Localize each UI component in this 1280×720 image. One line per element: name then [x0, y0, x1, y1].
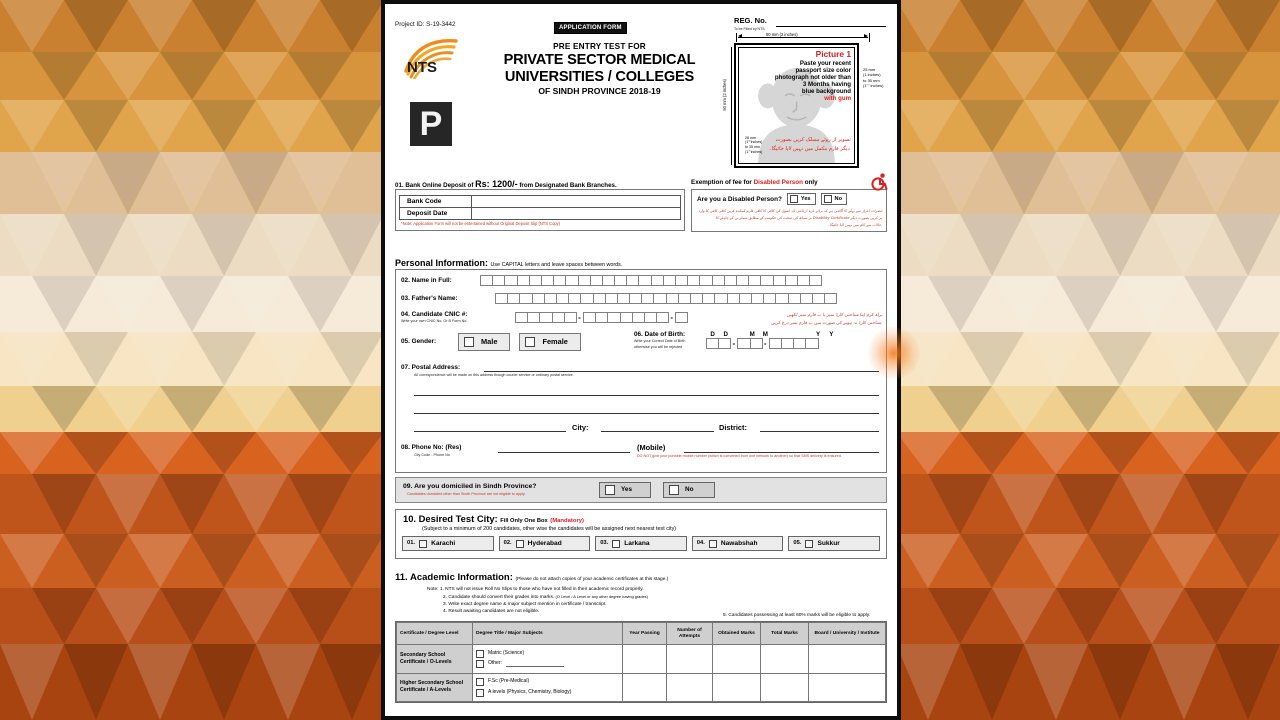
cnic-input-boxes[interactable]: [515, 312, 687, 323]
bank-note: *Note: Application Form will not be entertained without Original Deposit Slip (NTS Copy): [401, 221, 561, 227]
degree-other-input[interactable]: [506, 661, 564, 667]
degree-checkbox[interactable]: [476, 660, 484, 668]
picture-height-caption: 50 mm (2 inches): [722, 79, 727, 111]
inner-dim-line-3: to 35 mm: [745, 145, 760, 150]
nts-logo: [404, 37, 470, 79]
name-field-row: [401, 275, 821, 286]
cnic-urdu-note: [761, 312, 883, 328]
degree-option[interactable]: [476, 650, 619, 658]
dob-letter-hints: [706, 331, 838, 338]
personal-heading-sub: Use CAPITAL letters and leave spaces between words.: [490, 262, 623, 268]
degree-option[interactable]: [476, 660, 619, 668]
disabled-yes-checkbox[interactable]: [790, 195, 798, 203]
domicile-section: [395, 477, 887, 503]
test-city-heading: [403, 514, 584, 525]
academic-table: [395, 621, 887, 703]
dob-field-row: [634, 331, 838, 351]
test-city-checkbox[interactable]: [805, 540, 813, 548]
domicile-no-option[interactable]: [663, 482, 715, 498]
address-line-4[interactable]: [414, 431, 566, 432]
test-city-option-sukkur[interactable]: [788, 536, 880, 551]
father-name-label: 03. Father's Name:: [401, 294, 458, 302]
picture-urdu-line-1: تصویر از روئے مسلک کریں بصورت: [775, 137, 851, 144]
cnic-urdu-line-2: شناختی کارڈ نہ ہونے کی صورت میں ب فارم نمبر درج کریں: [770, 320, 882, 326]
academic-note-1: 1. NTS will not issue Roll No Slips to those who have not filled in their academic record properly.: [439, 587, 644, 592]
paper-code-badge: P: [410, 102, 452, 146]
col-total-marks: Total Marks: [761, 623, 809, 645]
table-header-row: [397, 623, 886, 645]
disabled-urdu-line-3: حالات سے کام میں نہیں لایا جائیگا۔: [827, 222, 882, 227]
phone-res-input-line[interactable]: [498, 452, 630, 453]
bank-amount: Rs: 1200/-: [475, 179, 518, 189]
photo-paste-box[interactable]: [734, 43, 859, 168]
cnic-field-row: [401, 311, 687, 325]
bank-deposit-section: [395, 179, 685, 231]
cnic-sub: Write your own CNIC No. Or B Form No.: [401, 318, 468, 323]
gender-female-checkbox[interactable]: [525, 337, 535, 347]
academic-note-4: 4. Result awaiting candidates are not eligible.: [443, 608, 540, 614]
disabled-yes-label: Yes: [800, 196, 811, 203]
academic-notes: [427, 587, 885, 616]
test-city-checkbox[interactable]: [516, 540, 524, 548]
desired-test-city-section: [395, 509, 887, 559]
col-attempts: Number of Attempts: [667, 623, 713, 645]
test-city-checkbox[interactable]: [709, 540, 717, 548]
test-city-mandatory: (Mandatory): [550, 518, 584, 524]
academic-total-marks[interactable]: [761, 645, 809, 674]
picture-width-caption: 50 mm (2 inches): [766, 31, 798, 37]
phone-field-row: [401, 444, 461, 451]
address-line-3[interactable]: [414, 413, 879, 414]
test-city-name: Nawabshah: [720, 539, 758, 547]
academic-level: Secondary School Certificate / O-Levels: [397, 645, 473, 674]
form-title: [487, 42, 712, 97]
mobile-label: (Mobile): [637, 443, 666, 452]
personal-information-box: [395, 269, 887, 473]
application-form-badge: APPLICATION FORM: [554, 22, 627, 34]
picture-width-dimension: [734, 33, 872, 41]
disabled-person-section: [691, 179, 887, 232]
academic-attempts[interactable]: [667, 645, 713, 674]
academic-degree-options: [473, 673, 623, 702]
city-input-line[interactable]: [601, 431, 714, 432]
test-city-name: Sukkur: [817, 539, 840, 547]
document-page[interactable]: [385, 4, 897, 716]
test-city-sub: (Subject to a minimum of 200 candidates, other wise the candidates will be assigned next nearest test city): [422, 526, 677, 532]
domicile-yes-label: Yes: [621, 486, 633, 494]
academic-year-passing[interactable]: [623, 645, 667, 674]
dob-input-boxes[interactable]: [706, 338, 838, 349]
dob-label: 06. Date of Birth:: [634, 331, 686, 338]
photo-head-dimension: [863, 67, 895, 89]
bank-heading: [395, 179, 685, 189]
bank-table: [399, 195, 681, 220]
name-label: 02. Name in Full:: [401, 276, 452, 284]
gender-male-label: Male: [481, 336, 498, 346]
photo-instructions: [743, 50, 851, 102]
degree-checkbox[interactable]: [476, 678, 484, 686]
dob-label-block: [634, 331, 706, 351]
academic-heading-sub: (Please do not attach copies of your academic certificates at this stage.): [515, 577, 669, 582]
academic-note-5: 5. Candidates possessing at least 60% marks will be eligible to apply.: [723, 612, 871, 618]
picture-line-5: blue background: [801, 87, 851, 95]
domicile-yes-checkbox[interactable]: [605, 485, 615, 495]
test-city-number: 05.: [793, 540, 802, 547]
dob-letter: D: [710, 331, 715, 338]
dob-letter: M: [749, 331, 755, 338]
father-name-input-boxes[interactable]: [495, 293, 836, 304]
test-city-heading-sub: Fill Only One Box: [500, 518, 548, 524]
degree-checkbox[interactable]: [476, 650, 484, 658]
inner-dim-line-1: 28 mm: [745, 135, 756, 140]
dob-input-block[interactable]: [706, 331, 838, 349]
title-line-4: OF SINDH PROVINCE 2018-19: [538, 85, 661, 96]
name-input-boxes[interactable]: [480, 275, 821, 286]
photo-dim-line3: to 35 mm: [863, 77, 880, 83]
char-box[interactable]: [675, 312, 688, 323]
domicile-question: 09. Are you domiciled in Sindh Province?: [403, 483, 537, 490]
academic-note-prefix: Note:: [427, 587, 439, 592]
picture-line-1: Paste your recent: [799, 59, 851, 67]
title-line-1: PRE ENTRY TEST FOR: [553, 42, 646, 51]
col-certificate-level: Certificate / Degree Level: [397, 623, 473, 645]
district-label: District:: [719, 423, 747, 432]
inner-dim-line-4: (1""inches): [745, 150, 763, 155]
photo-paste-inner: [738, 47, 855, 164]
academic-board[interactable]: [809, 645, 886, 674]
district-input-line[interactable]: [760, 431, 879, 432]
test-city-number: 03.: [600, 540, 609, 547]
dob-letter: [785, 331, 798, 338]
postal-address-row: [401, 364, 460, 371]
reg-no-label: REG. No.: [734, 16, 767, 25]
picture-line-3: photograph not older than: [774, 73, 851, 81]
gender-female-option[interactable]: [519, 333, 580, 351]
degree-option-label: A levels (Physics, Chemistry, Biology): [488, 688, 572, 695]
address-line-1[interactable]: [484, 371, 879, 372]
domicile-no-checkbox[interactable]: [669, 485, 679, 495]
picture-urdu-line-2: دیگر فارم مکمل میں نہیں لایا جائیگا۔: [767, 146, 850, 153]
postal-address-sub: All correspondence will be made on this address though courier service or ordinary postal service.: [414, 373, 574, 377]
document-viewer-frame: [381, 0, 901, 720]
academic-information-heading: [395, 573, 668, 584]
photo-dim-line1: 25 mm: [863, 67, 876, 72]
postal-address-label: 07. Postal Address:: [401, 364, 461, 371]
application-form-sheet: [391, 7, 891, 710]
char-box[interactable]: [809, 275, 822, 286]
mobile-note: [637, 454, 881, 459]
test-city-number: 01.: [407, 540, 416, 547]
picture-title: Picture 1: [815, 49, 851, 59]
domicile-yes-option[interactable]: [599, 482, 651, 498]
disabled-no-label: No: [834, 196, 843, 203]
test-city-name: Hyderabad: [527, 539, 562, 547]
address-line-2[interactable]: [414, 395, 879, 396]
dob-letter: M: [762, 331, 768, 338]
domicile-note: Candidates domiciled other than Sindh Province are not eligible to apply.: [407, 492, 526, 496]
project-id-label: Project ID: S-19-3442: [395, 21, 456, 28]
disabled-urdu-line-1: حضرات اعزاز سے پہلے کا آگاہی ہے کہ برائے بارہ ارجاعی کہ اصول کی کافی کا کافی فارم کمکدہ کریں کافی کافی کا وارد: [698, 208, 883, 213]
disabled-heading-post: only: [802, 179, 818, 186]
title-line-3: UNIVERSITIES / COLLEGES: [504, 69, 695, 86]
test-city-option-hyderabad[interactable]: [499, 536, 591, 551]
dob-separator: -: [763, 339, 767, 349]
table-row[interactable]: [400, 196, 680, 208]
photo-dim-line2: (1 inches): [863, 72, 881, 78]
academic-level: Higher Secondary School Certificate / A-Levels: [397, 673, 473, 702]
reg-no-rule: [776, 26, 886, 27]
disabled-heading-red: Disabled Person: [753, 179, 803, 186]
table-row: [397, 645, 886, 674]
city-label: City:: [572, 423, 589, 432]
dob-sub-2: otherwise you will be rejected: [634, 344, 683, 349]
cnic-label: 04. Candidate CNIC #:: [401, 311, 468, 318]
mobile-note-line-2: SMS delivery is ensured.: [801, 454, 842, 458]
domicile-options: [599, 482, 715, 498]
registration-number-field[interactable]: [734, 17, 886, 31]
disabled-urdu-line-2: پر سنڈھ کی صحت کی حکومت کے مطابق شمار بن کے چاہئے کا Disability Certificate پر کریں بصورت دیگر: [715, 215, 883, 220]
academic-attempts[interactable]: [667, 673, 713, 702]
phone-sub: City Code - Phone No: [414, 453, 450, 457]
test-city-number: 04.: [696, 540, 705, 547]
col-year-passing: Year Passing: [623, 623, 667, 645]
dob-letter: Y: [816, 331, 821, 338]
test-city-heading-text: 10. Desired Test City:: [403, 513, 498, 524]
cnic-separator: -: [578, 313, 581, 322]
academic-obtained-marks[interactable]: [713, 673, 761, 702]
disabled-heading: [691, 179, 887, 186]
academic-board[interactable]: [809, 673, 886, 702]
degree-option-label: Other:: [488, 660, 502, 667]
domicile-no-label: No: [685, 486, 694, 494]
dob-letter: [772, 331, 785, 338]
gender-male-option[interactable]: [458, 333, 510, 351]
mobile-input-line[interactable]: [684, 452, 879, 453]
test-city-checkbox[interactable]: [419, 540, 427, 548]
test-city-options: [402, 536, 880, 551]
cnic-label-block: [401, 311, 515, 325]
academic-total-marks[interactable]: [761, 673, 809, 702]
dob-letter: Y: [829, 331, 834, 338]
dob-separator: -: [732, 339, 736, 349]
bank-heading-pre: 01. Bank Online Deposit of: [395, 182, 476, 189]
test-city-option-nawabshah[interactable]: [692, 536, 784, 551]
picture-line-4: 3 Months having: [802, 80, 851, 88]
disabled-urdu-note: [696, 208, 883, 228]
gender-label: 05. Gender:: [401, 338, 437, 346]
deposit-date-label: Deposit Date: [400, 208, 472, 219]
picture-height-dimension: [724, 45, 734, 167]
col-obtained-marks: Obtained Marks: [713, 623, 761, 645]
table-row[interactable]: [400, 208, 680, 220]
photo-inner-dimension: [745, 136, 762, 155]
disabled-question: Are you a Disabled Person?: [697, 195, 782, 203]
reg-no-sub: To be Filled by NTS: [734, 26, 765, 31]
academic-note-2-row: [427, 594, 885, 602]
mobile-note-line-1: DO NOT give your portable mobile number (which is converted from one network to another) so that: [637, 454, 801, 458]
picture-urdu-note: [768, 136, 851, 154]
personal-information-heading: [395, 258, 622, 268]
inner-dim-line-2: (1""inches): [745, 140, 763, 145]
disabled-no-checkbox[interactable]: [824, 195, 832, 203]
degree-option[interactable]: [476, 689, 619, 697]
photo-dim-line4: (1"" inches): [863, 83, 884, 89]
dob-letter: D: [723, 331, 729, 338]
char-box[interactable]: [805, 338, 818, 349]
test-city-name: Karachi: [431, 539, 456, 547]
picture-line-6: with gum: [824, 94, 851, 102]
academic-heading-text: 11. Academic Information:: [395, 572, 513, 583]
char-box[interactable]: [824, 293, 837, 304]
col-degree-title: Degree Title / Major Subjects: [473, 623, 623, 645]
father-name-field-row: [401, 293, 836, 304]
gender-field-row: [401, 333, 581, 351]
test-city-checkbox[interactable]: [612, 540, 620, 548]
phone-label: 08. Phone No: (Res): [401, 444, 462, 451]
test-city-option-karachi[interactable]: [402, 536, 494, 551]
cnic-urdu-line-1: براہ کرم اپنا شناختی کارڈ نمبر یا ب فارم نمبر لکھیں: [786, 313, 883, 318]
svg-text:NTS: NTS: [407, 59, 437, 76]
academic-obtained-marks[interactable]: [713, 645, 761, 674]
academic-year-passing[interactable]: [623, 673, 667, 702]
gender-male-checkbox[interactable]: [464, 337, 474, 347]
cnic-separator: -: [670, 313, 674, 322]
academic-note-2: 2. Candidate should convert their grades into marks.: [443, 594, 555, 600]
dob-letter: [732, 331, 745, 338]
academic-note-3: 3. Write exact degree name & major subject mention in certificate / transcript.: [443, 601, 607, 607]
degree-option[interactable]: [476, 678, 619, 686]
dob-letter: [798, 331, 811, 338]
col-board-university: Board / University / Institute: [809, 623, 886, 645]
picture-line-2: passport size color: [795, 66, 851, 74]
table-row: [397, 673, 886, 702]
academic-note-2-tiny: (O Level / A Level or any other degree having grades): [555, 593, 648, 599]
personal-heading-text: Personal Information:: [395, 258, 489, 268]
test-city-name: Larkana: [624, 539, 650, 547]
wheelchair-icon: [869, 173, 889, 193]
title-line-2: PRIVATE SECTOR MEDICAL: [503, 52, 696, 69]
test-city-option-larkana[interactable]: [595, 536, 687, 551]
academic-note-1-row: [427, 587, 885, 594]
bank-code-label: Bank Code: [400, 196, 472, 207]
disabled-no-option[interactable]: [821, 193, 847, 205]
degree-checkbox[interactable]: [476, 689, 484, 697]
bank-heading-post: from Designated Bank Branches.: [517, 182, 617, 189]
academic-degree-options: [473, 645, 623, 674]
disabled-question-row: [697, 193, 882, 205]
dob-sub-1: Write your Correct Date of Birth: [634, 338, 686, 343]
test-city-number: 02.: [503, 540, 512, 547]
degree-option-label: F.Sc (Pre-Medical): [488, 678, 530, 685]
gender-female-label: Female: [542, 336, 568, 346]
disabled-heading-pre: Exemption of fee for: [691, 179, 754, 186]
disabled-yes-option[interactable]: [787, 193, 816, 205]
degree-option-label: Matric (Science): [488, 649, 525, 656]
